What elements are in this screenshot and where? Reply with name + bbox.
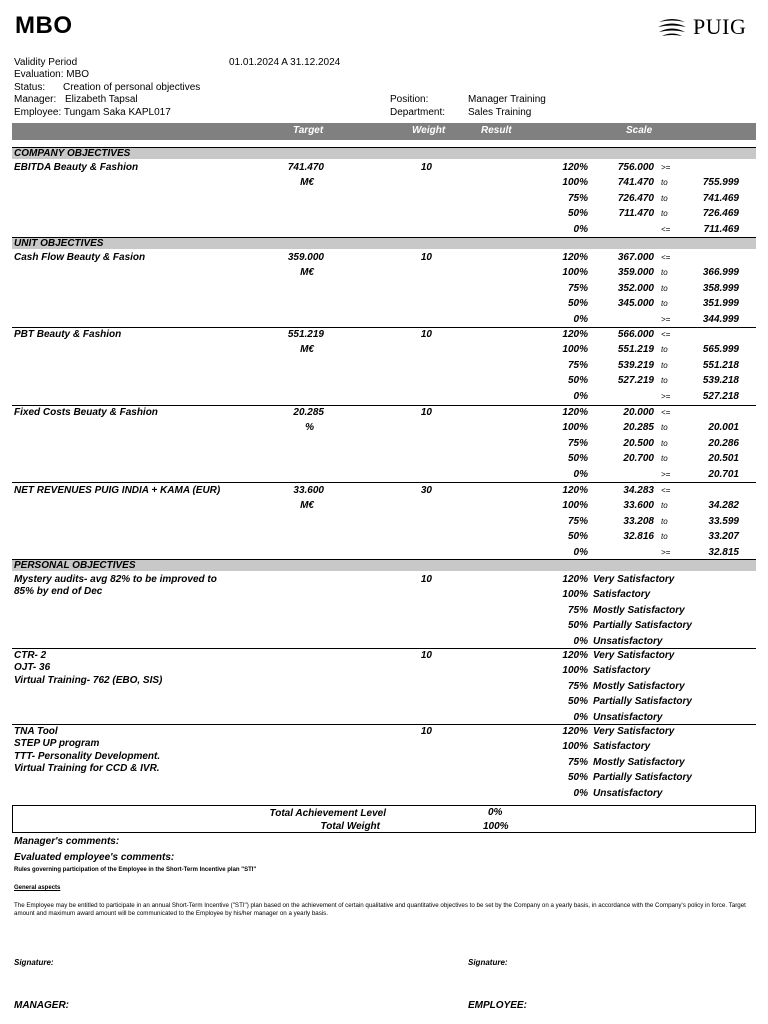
section-company-objectives	[12, 147, 756, 159]
position-value: Manager Training	[468, 94, 546, 105]
scale-from: 33.600	[623, 500, 654, 511]
scale-operator: to	[661, 178, 668, 187]
scale-percent: 120%	[562, 574, 588, 585]
objective-unit: M€	[300, 267, 314, 278]
objective-name: Cash Flow Beauty & Fasion	[14, 252, 146, 263]
scale-operator: to	[661, 194, 668, 203]
total-achievement-label: Total Achievement Level	[269, 808, 386, 819]
signature-label-left: Signature:	[14, 958, 54, 967]
objective-weight: 10	[420, 252, 432, 263]
scale-from: 367.000	[617, 252, 654, 263]
column-result: Result	[481, 125, 512, 136]
scale-percent: 0%	[573, 636, 588, 647]
scale-percent: 120%	[562, 329, 588, 340]
personal-objective-line: Virtual Training for CCD & IVR.	[14, 763, 160, 774]
row-divider	[12, 327, 756, 328]
scale-operator: <=	[661, 408, 671, 417]
employee-text: Employee: Tungam Saka KAPL017	[14, 107, 171, 118]
scale-to: 20.001	[708, 422, 739, 433]
scale-operator: to	[661, 361, 668, 370]
scale-percent: 50%	[567, 208, 588, 219]
scale-percent: 50%	[567, 453, 588, 464]
status-label: Status:	[14, 82, 46, 93]
scale-percent: 100%	[562, 741, 588, 752]
manager-label: Manager:	[14, 94, 57, 105]
scale-to: 741.469	[702, 193, 739, 204]
scale-rating-label: Partially Satisfactory	[593, 696, 692, 707]
department-value: Sales Training	[468, 107, 532, 118]
scale-from: 539.219	[617, 360, 654, 371]
scale-from: 20.000	[623, 407, 654, 418]
total-weight-label: Total Weight	[320, 821, 380, 832]
column-scale: Scale	[626, 125, 653, 136]
scale-rating-label: Partially Satisfactory	[593, 620, 692, 631]
scale-operator: >=	[661, 392, 671, 401]
objective-target: 20.285	[293, 407, 324, 418]
scale-to: 755.999	[702, 177, 739, 188]
signature-label-right: Signature:	[468, 958, 508, 967]
scale-percent: 120%	[562, 485, 588, 496]
section-title: UNIT OBJECTIVES	[14, 238, 104, 249]
scale-percent: 0%	[573, 547, 588, 558]
personal-objective-line: 85% by end of Dec	[14, 586, 103, 597]
section-unit-objectives	[12, 237, 756, 249]
scale-to: 33.599	[708, 516, 739, 527]
scale-percent: 0%	[573, 314, 588, 325]
scale-from: 20.500	[623, 438, 654, 449]
scale-percent: 120%	[562, 252, 588, 263]
objective-unit: M€	[300, 177, 314, 188]
scale-from: 756.000	[617, 162, 654, 173]
evaluation-text: Evaluation: MBO	[14, 69, 90, 80]
scale-to: 20.501	[708, 453, 739, 464]
scale-from: 20.700	[623, 453, 654, 464]
scale-rating-label: Very Satisfactory	[593, 650, 675, 661]
personal-objective-line: Virtual Training- 762 (EBO, SIS)	[14, 675, 163, 686]
objective-weight: 30	[420, 485, 432, 496]
manager-sign-label: MANAGER:	[14, 1000, 69, 1011]
scale-percent: 75%	[567, 438, 588, 449]
objective-weight: 10	[420, 162, 432, 173]
scale-to: 351.999	[702, 298, 739, 309]
general-aspects-paragraph: The Employee may be entitled to participate in an annual Short-Term Incentive ("STI") plan based on the achievement of certain qualitative and quantitative objectives to be set by the Company on a yearly basis, in accordance with the Company's policy in force. Target amount and maximum award amount will be communicated to the Employee by his/her manager on a yearly basis.	[14, 902, 746, 917]
scale-percent: 100%	[562, 422, 588, 433]
page-title: MBO	[15, 12, 73, 39]
row-divider	[12, 724, 756, 725]
scale-rating-label: Unsatisfactory	[593, 636, 663, 647]
scale-rating-label: Unsatisfactory	[593, 788, 663, 799]
scale-operator: to	[661, 532, 668, 541]
scale-operator: to	[661, 268, 668, 277]
scale-percent: 50%	[567, 531, 588, 542]
scale-to: 34.282	[708, 500, 739, 511]
scale-operator: >=	[661, 163, 671, 172]
scale-to: 539.218	[702, 375, 739, 386]
scale-to: 565.999	[702, 344, 739, 355]
scale-to: 726.469	[702, 208, 739, 219]
scale-to: 711.469	[703, 224, 739, 235]
objective-weight: 10	[420, 650, 432, 661]
objective-unit: %	[305, 422, 314, 433]
scale-percent: 75%	[567, 283, 588, 294]
scale-operator: to	[661, 454, 668, 463]
scale-operator: to	[661, 284, 668, 293]
personal-objective-line: STEP UP program	[14, 738, 100, 749]
scale-rating-label: Satisfactory	[593, 665, 651, 676]
scale-from: 352.000	[617, 283, 654, 294]
scale-from: 711.470	[618, 208, 654, 219]
scale-percent: 0%	[573, 224, 588, 235]
scale-from: 551.219	[617, 344, 654, 355]
objective-target: 33.600	[293, 485, 324, 496]
scale-operator: >=	[661, 470, 671, 479]
column-header-bar	[12, 123, 756, 140]
scale-to: 32.815	[708, 547, 739, 558]
validity-value: 01.01.2024 A 31.12.2024	[229, 57, 341, 68]
scale-percent: 100%	[562, 589, 588, 600]
objective-unit: M€	[300, 344, 314, 355]
scale-operator: to	[661, 209, 668, 218]
scale-percent: 0%	[573, 712, 588, 723]
scale-percent: 75%	[567, 516, 588, 527]
general-aspects-heading: General aspects	[14, 885, 61, 891]
scale-percent: 120%	[562, 407, 588, 418]
scale-to: 551.218	[702, 360, 739, 371]
validity-label: Validity Period	[14, 57, 78, 68]
objective-target: 741.470	[287, 162, 324, 173]
scale-percent: 0%	[573, 788, 588, 799]
scale-operator: <=	[661, 330, 671, 339]
objective-weight: 10	[420, 726, 432, 737]
scale-operator: to	[661, 439, 668, 448]
scale-rating-label: Mostly Satisfactory	[593, 681, 685, 692]
objective-target: 551.219	[287, 329, 324, 340]
employee-sign-label: EMPLOYEE:	[468, 1000, 527, 1011]
total-weight-value: 100%	[483, 821, 509, 832]
scale-percent: 100%	[562, 267, 588, 278]
scale-percent: 50%	[567, 298, 588, 309]
scale-to: 344.999	[702, 314, 739, 325]
scale-rating-label: Satisfactory	[593, 589, 651, 600]
personal-objective-line: Mystery audits- avg 82% to be improved to	[14, 574, 217, 585]
scale-operator: to	[661, 299, 668, 308]
column-target: Target	[293, 125, 324, 136]
row-divider	[12, 648, 756, 649]
objective-target: 359.000	[287, 252, 324, 263]
scale-rating-label: Mostly Satisfactory	[593, 605, 685, 616]
scale-from: 20.285	[623, 422, 654, 433]
objective-name: PBT Beauty & Fashion	[14, 329, 122, 340]
scale-percent: 50%	[567, 620, 588, 631]
manager-comments-label: Manager's comments:	[14, 836, 120, 847]
scale-from: 33.208	[623, 516, 654, 527]
personal-objective-line: OJT- 36	[14, 662, 51, 673]
personal-objective-line: CTR- 2	[14, 650, 47, 661]
objective-weight: 10	[420, 574, 432, 585]
scale-from: 566.000	[617, 329, 654, 340]
scale-percent: 100%	[562, 177, 588, 188]
scale-operator: <=	[661, 225, 671, 234]
section-personal-objectives	[12, 559, 756, 571]
scale-from: 527.219	[617, 375, 654, 386]
puig-logo	[657, 16, 746, 38]
scale-percent: 75%	[567, 193, 588, 204]
scale-percent: 120%	[562, 650, 588, 661]
scale-from: 359.000	[617, 267, 654, 278]
scale-to: 20.701	[708, 469, 739, 480]
scale-rating-label: Partially Satisfactory	[593, 772, 692, 783]
scale-rating-label: Unsatisfactory	[593, 712, 663, 723]
scale-from: 726.470	[617, 193, 654, 204]
total-achievement-value: 0%	[488, 807, 503, 818]
scale-to: 33.207	[708, 531, 739, 542]
scale-percent: 120%	[562, 726, 588, 737]
scale-percent: 75%	[567, 681, 588, 692]
scale-rating-label: Satisfactory	[593, 741, 651, 752]
department-label: Department:	[390, 107, 446, 118]
section-title: PERSONAL OBJECTIVES	[14, 560, 136, 571]
scale-operator: >=	[661, 548, 671, 557]
objective-weight: 10	[420, 329, 432, 340]
scale-percent: 50%	[567, 696, 588, 707]
objective-unit: M€	[300, 500, 314, 511]
scale-operator: to	[661, 423, 668, 432]
scale-from: 741.470	[617, 177, 654, 188]
scale-to: 366.999	[702, 267, 739, 278]
scale-percent: 50%	[567, 772, 588, 783]
scale-operator: to	[661, 517, 668, 526]
manager-value: Elizabeth Tapsal	[65, 94, 138, 105]
scale-percent: 100%	[562, 500, 588, 511]
scale-rating-label: Very Satisfactory	[593, 726, 675, 737]
section-title: COMPANY OBJECTIVES	[14, 148, 131, 159]
scale-operator: >=	[661, 315, 671, 324]
scale-rating-label: Mostly Satisfactory	[593, 757, 685, 768]
scale-percent: 0%	[573, 391, 588, 402]
scale-percent: 75%	[567, 757, 588, 768]
scale-rating-label: Very Satisfactory	[593, 574, 675, 585]
scale-operator: <=	[661, 253, 671, 262]
scale-percent: 75%	[567, 605, 588, 616]
scale-operator: to	[661, 345, 668, 354]
objective-name: Fixed Costs Beuaty & Fashion	[14, 407, 158, 418]
scale-from: 34.283	[623, 485, 654, 496]
scale-percent: 100%	[562, 344, 588, 355]
personal-objective-line: TNA Tool	[14, 726, 58, 737]
scale-percent: 50%	[567, 375, 588, 386]
personal-objective-line: TTT- Personality Development.	[14, 751, 161, 762]
scale-to: 20.286	[708, 438, 739, 449]
scale-percent: 100%	[562, 665, 588, 676]
row-divider	[12, 405, 756, 406]
brand-name: PUIG	[693, 14, 747, 39]
scale-percent: 120%	[562, 162, 588, 173]
status-value: Creation of personal objectives	[63, 82, 201, 93]
objective-name: NET REVENUES PUIG INDIA + KAMA (EUR)	[14, 485, 221, 496]
scale-operator: <=	[661, 486, 671, 495]
scale-operator: to	[661, 376, 668, 385]
column-weight: Weight	[412, 125, 446, 136]
puig-swoosh-icon	[657, 16, 687, 38]
scale-percent: 0%	[573, 469, 588, 480]
scale-operator: to	[661, 501, 668, 510]
objective-weight: 10	[420, 407, 432, 418]
rules-title: Rules governing participation of the Employee in the Short-Term Incentive plan "STI"	[14, 867, 257, 873]
scale-to: 358.999	[702, 283, 739, 294]
objective-name: EBITDA Beauty & Fashion	[14, 162, 139, 173]
row-divider	[12, 482, 756, 483]
scale-to: 527.218	[702, 391, 739, 402]
employee-comments-label: Evaluated employee's comments:	[14, 852, 175, 863]
position-label: Position:	[390, 94, 429, 105]
scale-from: 32.816	[623, 531, 654, 542]
scale-percent: 75%	[567, 360, 588, 371]
scale-from: 345.000	[617, 298, 654, 309]
